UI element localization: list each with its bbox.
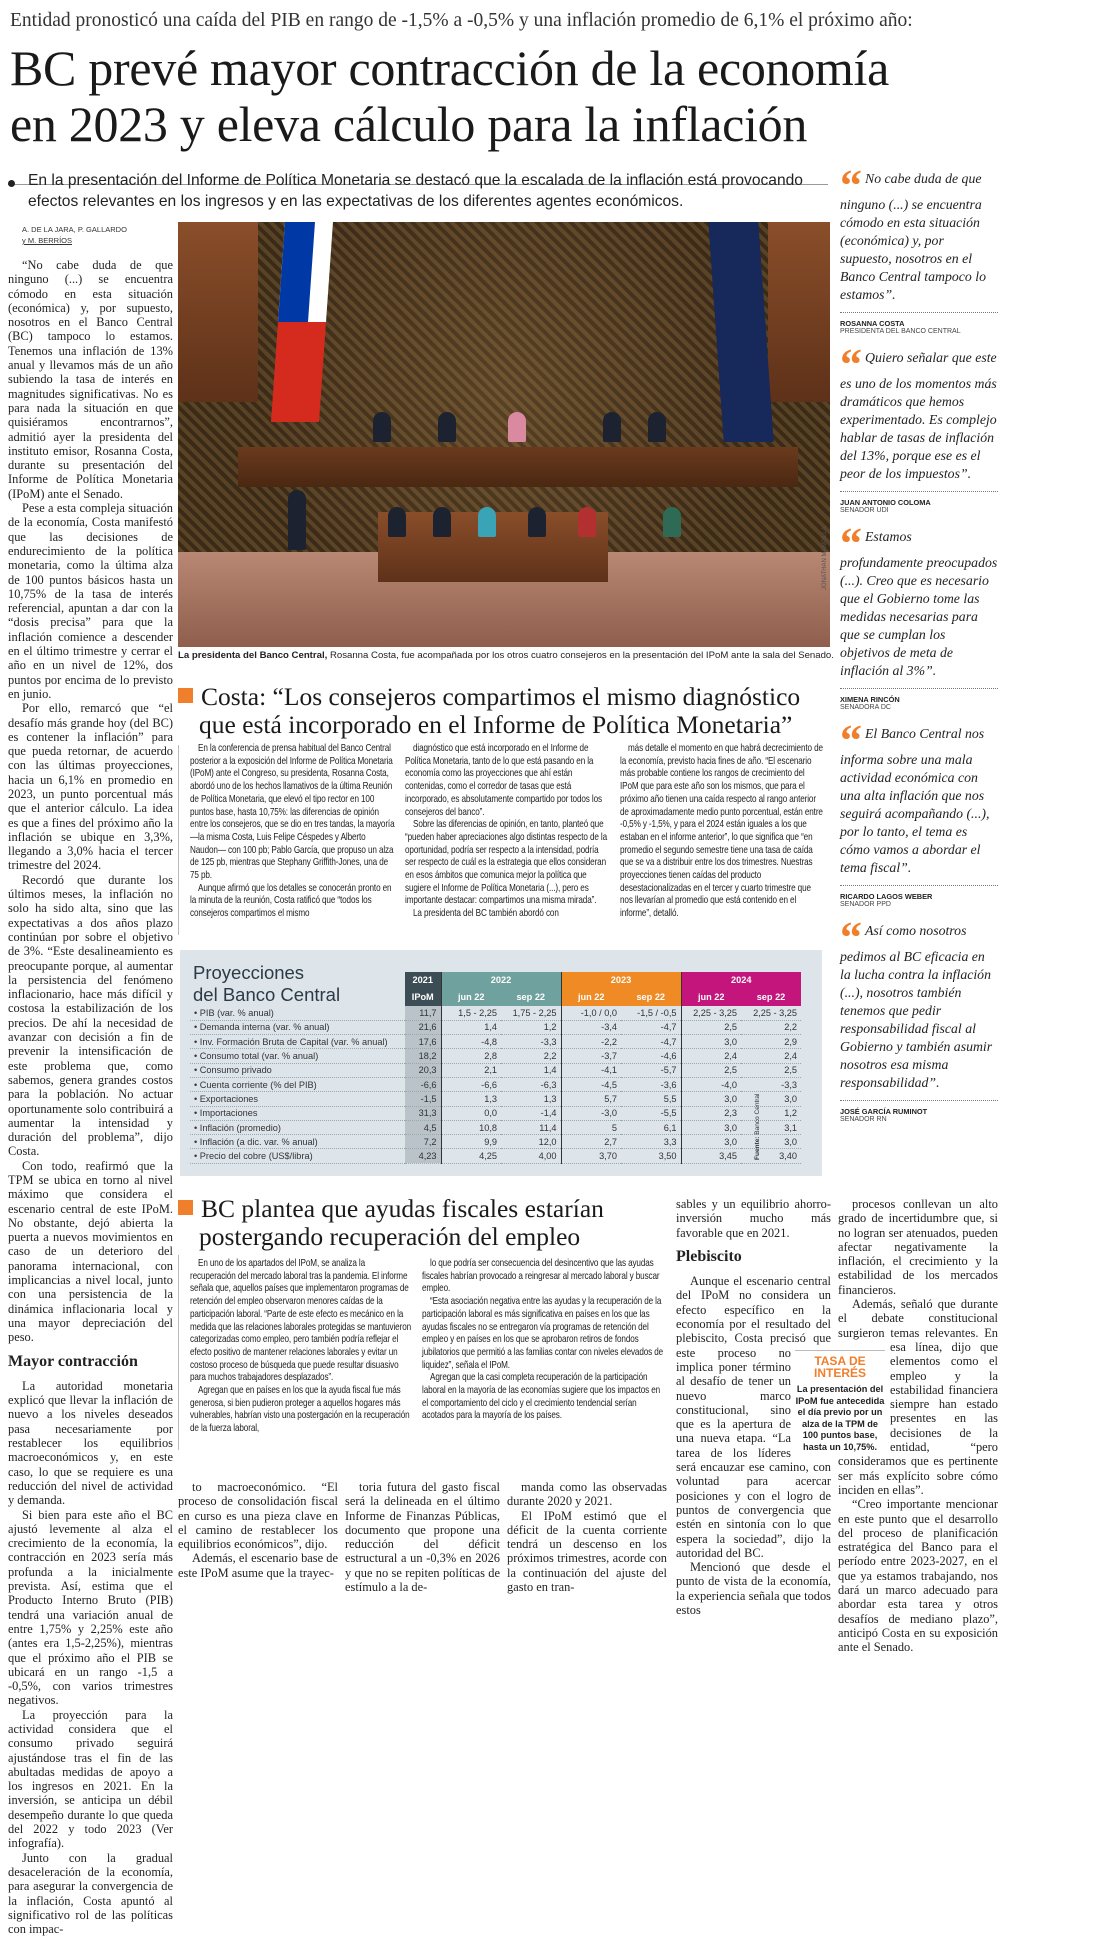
table-cell: 12,0: [501, 1135, 561, 1149]
byline-authors: y M. BERRÍOS: [22, 236, 73, 245]
table-cell: 3,45: [681, 1149, 741, 1163]
row-label-text: Consumo privado: [199, 1065, 272, 1076]
square-bullet-icon: [178, 688, 193, 703]
paragraph: Aunque afirmó que los detalles se conocerán pronto en la minuta de la reunión, Costa ratificó que “todos los consejeros compartimos el mismo: [190, 882, 392, 920]
table-cell: 3,0: [681, 1120, 741, 1134]
row-label: • Importaciones: [190, 1106, 405, 1120]
period-header: jun 22: [561, 988, 621, 1006]
box-body: La presentación del IPoM fue antecedida el día previo por un alza de la TPM de 100 puntos base, hasta un 10,75%.: [795, 1384, 885, 1452]
quote-author: JOSÉ GARCÍA RUMINOT: [840, 1107, 928, 1116]
table-cell: 11,4: [501, 1120, 561, 1134]
table-cell: 3,70: [561, 1149, 621, 1163]
table-cell: 2,1: [441, 1063, 501, 1077]
quote-mark-icon: “: [840, 161, 862, 210]
paragraph: Agregan que en países en los que la ayuda fiscal fue más generosa, si bien pudieron proteger a aquellos hogares más vulnerables, habrían visto una postergación en la recuperación de la fuerza laboral,: [190, 1385, 410, 1435]
paragraph: Aunque el escenario central del IPoM no considera un efecto específico en la economía por el resultado del plebiscito, Costa precisó que este proceso no implica poner término al desafío de tener un nuevo marco constitucional, sino que es la apertura de una nueva etapa. “La tarea de los líderes será encauzar ese camino, con voluntad para acercar posiciones y con el logro de puntos de convergencia que estén en sintonía con lo que espera la sociedad”, dijo la autoridad del BC.: [676, 1274, 831, 1560]
paragraph: Junto con la gradual desaceleración de la economía, para asegurar la convergencia de la inflación, Costa apuntó al significativo rol de las políticas con impac-: [8, 1850, 173, 1936]
table-cell: 1,2: [501, 1020, 561, 1034]
quote-text: [840, 161, 998, 304]
row-label-text: Exportaciones: [199, 1093, 259, 1104]
caption-text: Rosanna Costa, fue acompañada por los otros cuatro consejeros en la presentación del IPoM ante la sala del Senado.: [327, 650, 834, 661]
paragraph: La autoridad monetaria explicó que llevar la inflación de nuevo a los niveles deseados pasa necesariamente por restablecer los equilibrios macroeconómicos y, en este caso, lo que se requiere es una reducción del nivel de actividad y demanda.: [8, 1378, 173, 1508]
photo-caption: [178, 650, 838, 661]
table-cell: 2,4: [741, 1049, 801, 1063]
heading-line: Costa: “Los consejeros compartimos el mismo diagnóstico: [201, 682, 801, 711]
byline-authors: A. DE LA JARA, P. GALLARDO: [22, 225, 127, 234]
paragraph: to macroeconómico. “El proceso de consolidación fiscal en curso es una pieza clave en el camino de restablecer los equilibrios económicos”, dijo.: [178, 1480, 338, 1552]
period-header: IPoM: [405, 988, 441, 1006]
table-cell: -3,7: [561, 1049, 621, 1063]
chile-flag: [271, 222, 333, 422]
paragraph: Sobre las diferencias de opinión, en tanto, planteó que “pueden haber apreciaciones algo distintas respecto de la oportunidad, podría ser respecto a la intensidad, podría ser respecto de cuál es la estrategia que ellos consideran en esos ámbitos que comunica mejor la política que sugiere el Informe de Política Monetaria (...), pero es importante destacar: compartimos una misma mirada”.: [405, 819, 608, 907]
paragraph: procesos conllevan un alto grado de incertidumbre que, si no logran ser atenuados, pueden afectar negativamente la inflación, el crecimiento y la estabilidad de los mercados financieros.: [838, 1197, 998, 1297]
table-cell: 4,00: [501, 1149, 561, 1163]
paragraph: El IPoM estimó que el déficit de la cuenta corriente tendrá un descenso en los próximos trimestres, acorde con la continuación del ajuste del gasto en tran-: [507, 1508, 667, 1595]
source-name: Banco Central: [753, 1093, 761, 1135]
quote-body: No cabe duda de que ninguno (...) se encuentra cómodo en esta situación (económica) y, por supuesto, nosotros en el Banco Central tampoco lo estamos”.: [840, 171, 986, 302]
paragraph: más detalle el momento en que habrá decrecimiento de la economía, previsto hacia fines de año. “El escenario más probable contiene los rangos de crecimiento del IPoM que para este año son los mismos, que para el próximo año tienen una caída respecto al rango anterior de aproximadamente medio punto porcentual, están entre -0,5% y -1,5%, y para el 2024 están iguales a los que estaban en el informe anterior”, lo que significa que “en promedio el segundo semestre tiene una tasa de caída que se va a distribuir entre los dos trimestres. Nuestras proyecciones tienen caídas del producto desestacionalizadas en el tercer y cuarto trimestre que nos llevarían al promedio que está contenido en el informe”, detalló.: [620, 743, 823, 920]
table-title-line: del Banco Central: [193, 984, 341, 1005]
row-label: • Cuenta corriente (% del PIB): [190, 1077, 405, 1091]
section-heading-bc: [178, 1195, 678, 1251]
period-header: sep 22: [621, 988, 681, 1006]
paragraph: Mencionó que desde el punto de vista de la economía, la experiencia señala que todos estos: [676, 1560, 831, 1618]
table-cell: 6,1: [621, 1120, 681, 1134]
quote-text: [840, 340, 998, 483]
row-label: • Consumo total (var. % anual): [190, 1049, 405, 1063]
table-cell: 2,25 - 3,25: [741, 1006, 801, 1020]
quote-text: [840, 519, 998, 680]
table-cell: 1,2: [741, 1106, 801, 1120]
table-cell: 1,4: [441, 1020, 501, 1034]
subheading: Plebiscito: [676, 1247, 742, 1265]
kicker: Entidad pronosticó una caída del PIB en rango de -1,5% a -0,5% y una inflación promedio de 6,1% el próximo año:: [10, 10, 913, 31]
row-label-text: Inflación (a dic. var. % anual): [199, 1136, 318, 1147]
table-cell: -4,7: [621, 1020, 681, 1034]
table-cell: -1,5 / -0,5: [621, 1006, 681, 1020]
table-row: [190, 1049, 801, 1063]
left-column: [8, 258, 173, 1936]
table-cell: 4,23: [405, 1149, 441, 1163]
row-label-text: Inflación (promedio): [199, 1122, 281, 1133]
table-cell: -4,7: [621, 1035, 681, 1049]
row-label-text: Importaciones: [199, 1108, 258, 1119]
table-cell: -6,3: [501, 1077, 561, 1091]
table-cell: -4,8: [441, 1035, 501, 1049]
costa-column-1: [190, 743, 395, 921]
year-header: 2022: [441, 972, 561, 988]
paragraph: La presidenta del BC también abordó con: [413, 908, 559, 920]
table-cell: 3,0: [741, 1092, 801, 1106]
table-cell: 10,8: [441, 1120, 501, 1134]
table-cell: 21,6: [405, 1020, 441, 1034]
table-cell: 3,0: [681, 1092, 741, 1106]
quote: [840, 340, 998, 514]
photo-credit: JONATHAN MANCILLA: [822, 526, 828, 590]
year-header: 2023: [561, 972, 681, 988]
table-cell: -6,6: [441, 1077, 501, 1091]
table-cell: 9,9: [441, 1135, 501, 1149]
divider: [840, 688, 998, 689]
table-row: [190, 1035, 801, 1049]
table-cell: 31,3: [405, 1106, 441, 1120]
table-row: [190, 1135, 801, 1149]
table-cell: -4,1: [561, 1063, 621, 1077]
quote-body: Quiero señalar que este es uno de los momentos más dramáticos que hemos experimentado. Es complejo hablar de tasas de inflación del 13%, porque ese es el peor de los impuestos”.: [840, 350, 997, 481]
table-cell: 1,3: [441, 1092, 501, 1106]
quote-author-role: SENADOR UDI: [840, 507, 889, 514]
projections-infographic: [180, 950, 822, 1176]
paragraph: “Esta asociación negativa entre las ayudas y la recuperación de la participación laboral es más significativa en países en los que las ayudas fiscales no se entregaron vía programas de retención del empleo y en países en los que se aprobaron retiros de fondos jubilatorios que permitió a las familias contar con niveles elevados de liquidez”, señala el IPoM.: [422, 1296, 664, 1371]
period-header: jun 22: [441, 988, 501, 1006]
table-cell: 5: [561, 1120, 621, 1134]
section-heading-costa: [178, 683, 838, 739]
costa-column-3: [620, 743, 825, 921]
quote-text: [840, 716, 998, 877]
row-label-text: Precio del cobre (US$/libra): [199, 1151, 313, 1162]
quote-body: Estamos profundamente preocupados (...). Creo que es necesario que el Gobierno tome las medidas necesarias para que se cumplan los objetivos de meta de inflación al 3%”.: [840, 529, 998, 678]
period-header: jun 22: [681, 988, 741, 1006]
source-label: Fuente:: [753, 1136, 761, 1160]
row-label: • Precio del cobre (US$/libra): [190, 1149, 405, 1163]
table-cell: 2,5: [681, 1063, 741, 1077]
divider: [840, 1100, 998, 1101]
table-cell: -1,0 / 0,0: [561, 1006, 621, 1020]
row-label-text: Demanda interna (var. % anual): [199, 1022, 330, 1033]
heading-line: que está incorporado en el Informe de Política Monetaria”: [199, 710, 793, 739]
row-label: • PIB (var. % anual): [190, 1006, 405, 1020]
bullet-icon: [8, 180, 15, 187]
table-cell: 0,0: [441, 1106, 501, 1120]
table-cell: 3,0: [681, 1135, 741, 1149]
headline: [10, 40, 889, 152]
quote: [840, 161, 998, 335]
paragraph: “No cabe duda de que ninguno (...) se encuentra cómodo en esta situación (económica) y, por supuesto, nosotros en el Banco Central (BC) tampoco lo estamos. Tenemos una inflación de 13% anual y llevamos más de un año subiendo la tasa de interés en magnitudes significativas. No es para nada la situación en que quisiéramos encontrarnos”, admitió ayer la presidenta del instituto emisor, Rosanna Costa, durante su presentación del Informe de Política Monetaria (IPoM) ante el Senado.: [8, 258, 173, 501]
table-cell: 2,25 - 3,25: [681, 1006, 741, 1020]
period-header: sep 22: [501, 988, 561, 1006]
table-cell: 2,3: [681, 1106, 741, 1120]
table-row: [190, 1077, 801, 1091]
table-cell: 3,40: [741, 1149, 801, 1163]
quote-author-role: SENADORA DC: [840, 704, 891, 711]
table-cell: 5,7: [561, 1092, 621, 1106]
paragraph: sables y un equilibrio ahorro-inversión mucho más favorable que en 2021.: [676, 1197, 831, 1240]
table-cell: -6,6: [405, 1077, 441, 1091]
table-cell: 1,3: [501, 1092, 561, 1106]
table-cell: 5,5: [621, 1092, 681, 1106]
paragraph: Además, el escenario base de este IPoM asume que la trayec-: [178, 1551, 338, 1580]
bottom-column-2: [345, 1480, 500, 1594]
paragraph: Además, señaló que durante el debate constitucional surgieron temas relevantes. En esa línea, dijo que elementos como el empleo y la estabilidad financiera siempre han estado presentes en las decisiones de la entidad, “pero consideramos que es pertinente ser más explícito sobre cómo inciden en ellas”.: [838, 1297, 998, 1497]
row-label: • Inv. Formación Bruta de Capital (var. % anual): [190, 1035, 405, 1049]
quote-body: El Banco Central nos informa sobre una mala actividad económica con una alta inflación que nos seguirá acompañando (...), por lo tanto, el tema es cómo vamos a abordar el tema fiscal”.: [840, 726, 990, 875]
table-cell: 4,25: [441, 1149, 501, 1163]
table-cell: -2,2: [561, 1035, 621, 1049]
table-row: [190, 1063, 801, 1077]
table-cell: 2,2: [501, 1049, 561, 1063]
paragraph: lo que podría ser consecuencia del desincentivo que las ayudas fiscales habrían provocado a reingresar al mercado laboral y buscar empleo.: [422, 1258, 660, 1295]
bc-column-2: [422, 1258, 666, 1423]
table-row: [190, 1120, 801, 1134]
quote-author: JUAN ANTONIO COLOMA: [840, 498, 931, 507]
square-bullet-icon: [178, 1200, 193, 1215]
row-label-text: PIB (var. % anual): [199, 1007, 274, 1018]
divider: [178, 745, 179, 935]
paragraph: En la conferencia de prensa habitual del Banco Central posterior a la exposición del Informe de Política Monetaria (IPoM) ante el Congreso, su presidenta, Rosanna Costa, abordó uno de los hechos llamativos de la última Reunión de Política Monetaria, que elevó el tipo rector en 100 puntos base, hasta 10,75%: las diferencias de opinión entre los consejeros, que se dio en tres tandas, la mayoría —la misma Costa, Luis Felipe Céspedes y Alberto Naudon— con 100 pb; Pablo García, que propuso un alza de 125 pb, mientras que Stephany Griffith-Jones, una de 75 pb.: [190, 743, 395, 882]
quote-mark-icon: “: [840, 340, 862, 389]
quote: [840, 716, 998, 908]
paragraph: Recordó que durante los últimos meses, la inflación no solo ha sido alta, sino que las expectativas a dos años plazo continúan por sobre el objetivo de 3%. “Este desalineamiento es preocupante porque, al aumentar la persistencia del fenómeno inflacionario, hace más difícil y costosa la estabilización de los precios. De ahí la necesidad de avanzar con decisión a fin de prevenir la intensificación de este problema que, como sabemos, genera grandes costos para la población. No actuar oportunamente solo contribuirá a aumentar la intensidad y duración del problema”, dijo Costa.: [8, 872, 173, 1159]
table-cell: 2,8: [441, 1049, 501, 1063]
quote-author: RICARDO LAGOS WEBER: [840, 892, 933, 901]
quote-mark-icon: “: [840, 716, 862, 765]
quote: [840, 913, 998, 1123]
table-cell: -4,5: [561, 1077, 621, 1091]
table-cell: 3,0: [681, 1035, 741, 1049]
costa-column-2: [405, 743, 610, 921]
table-row: [190, 1149, 801, 1163]
paragraph: Agregan que la casi completa recuperación de la participación laboral en la mayoría de las economías sugiere que los impactos en el comportamiento del ciclo y el crecimiento tendencial serían acotados para la mayoría de los países.: [422, 1372, 661, 1422]
heading-line: postergando recuperación del empleo: [199, 1222, 581, 1251]
table-cell: -4,0: [681, 1077, 741, 1091]
row-label: • Inflación (promedio): [190, 1120, 405, 1134]
row-label: • Demanda interna (var. % anual): [190, 1020, 405, 1034]
table-row: [190, 1006, 801, 1020]
table-cell: -5,7: [621, 1063, 681, 1077]
institutional-flag: [708, 222, 773, 442]
source-note: [754, 1094, 761, 1161]
table-cell: -5,5: [621, 1106, 681, 1120]
paragraph: diagnóstico que está incorporado en el Informe de Política Monetaria, tanto de lo que está pasando en la economía como las proyecciones que ahí están contenidas, como el corredor de tasas que está incorporado, es absolutamente compartido por todos los consejeros del banco”.: [405, 743, 602, 818]
senate-photo: [178, 222, 830, 647]
table-cell: 3,50: [621, 1149, 681, 1163]
table-cell: -3,6: [621, 1077, 681, 1091]
table-cell: 4,5: [405, 1120, 441, 1134]
table-cell: 3,0: [741, 1135, 801, 1149]
dek: En la presentación del Informe de Política Monetaria se destacó que la escalada de la inflación está provocando efectos relevantes en los ingresos y en las expectativas de los diferentes agentes económicos.: [28, 172, 803, 210]
table-row: [190, 1092, 801, 1106]
year-header: 2021: [405, 972, 441, 988]
quote-author-role: PRESIDENTA DEL BANCO CENTRAL: [840, 328, 961, 335]
table-cell: 1,5 - 2,25: [441, 1006, 501, 1020]
quote-body: Así como nosotros pedimos al BC eficacia en la lucha contra la inflación (...), nosotros también tenemos que pedir responsabilidad fiscal al Gobierno y también asumir nosotros esa misma responsabilidad”.: [840, 923, 993, 1090]
divider: [840, 885, 998, 886]
table-row: [190, 1106, 801, 1120]
quote-author-role: SENADOR RN: [840, 1116, 887, 1123]
paragraph: Por ello, remarcó que “el desafío más grande hoy (del BC) es contener la inflación” para que pueda retornar, de acuerdo con las últimas proyecciones, hacia un 6,1% en promedio en 2023, un punto porcentual más que el anterior cálculo. La idea es que a fines del próximo año la inflación se ubique en 3,3%, llegando a 3,0% hacia el tercer trimestre del 2024.: [8, 701, 173, 873]
row-label: • Exportaciones: [190, 1092, 405, 1106]
quote-author-role: SENADOR PPD: [840, 901, 891, 908]
divider: [840, 312, 998, 313]
divider: [178, 1255, 179, 1450]
table-cell: 1,4: [501, 1063, 561, 1077]
table-cell: 3,1: [741, 1120, 801, 1134]
table-cell: 2,7: [561, 1135, 621, 1149]
table-cell: 11,7: [405, 1006, 441, 1020]
row-label-text: Consumo total (var. % anual): [199, 1051, 319, 1062]
divider: [840, 491, 998, 492]
quote-author: XIMENA RINCÓN: [840, 695, 900, 704]
table-cell: 17,6: [405, 1035, 441, 1049]
heading-line: BC plantea que ayudas fiscales estarían: [201, 1194, 604, 1223]
table-cell: -4,6: [621, 1049, 681, 1063]
quote: [840, 519, 998, 711]
paragraph: La proyección para la actividad considera que el consumo privado seguirá ajustándose tras el fin de las abultadas medidas de apoyo a los ingresos en 2021. En la inversión, se anticipa un débil desempeño durante lo que queda del 2022 y todo 2023 (Ver infografía).: [8, 1707, 173, 1851]
bc-column-1: [190, 1258, 412, 1436]
row-label: • Consumo privado: [190, 1063, 405, 1077]
period-header: sep 22: [741, 988, 801, 1006]
table-cell: -3,0: [561, 1106, 621, 1120]
byline: [22, 224, 127, 246]
table-cell: 20,3: [405, 1063, 441, 1077]
paragraph: Si bien para este año el BC ajustó levemente al alza el crecimiento de la economía, la contracción en 2023 sería más profunda a la inicialmente prevista. Así, estima que el Producto Interno Bruto (PIB) tendrá una variación anual de entre 1,75% y 2,25% este año (antes era 1,5-2,25%), mientras que el próximo año el PIB se ubicará en un rango -1,5 a -0,5%, con varios trimestres negativos.: [8, 1507, 173, 1708]
table-cell: 2,5: [741, 1063, 801, 1077]
table-cell: 2,4: [681, 1049, 741, 1063]
paragraph: Pese a esta compleja situación de la economía, Costa manifestó que las decisiones de endurecimiento de la política monetaria, como la última alza de 100 puntos básicos hasta un 10,75% de la tasa de interés referencial, apuntan a dar con la “dosis precisa” para que la inflación comience a descender en el último trimestre y cerrar el año en un nivel de 12%, dos puntos por encima de lo previsto en junio.: [8, 501, 173, 701]
table-cell: 18,2: [405, 1049, 441, 1063]
table-cell: 1,75 - 2,25: [501, 1006, 561, 1020]
paragraph: En uno de los apartados del IPoM, se analiza la recuperación del mercado laboral tras la pandemia. El informe señala que, aquellos países que implementaron programas de retención del empleo observaron menores caídas de la participación laboral. “Parte de este efecto es mecánico en la medida que las relaciones laborales protegidas se mantuvieron categorizadas como empleo, pero también podría reflejar el efecto positivo de mantener relaciones laborales y evitar un costoso proceso de búsqueda que puede resultar disuasivo para muchos trabajadores desplazados”.: [190, 1258, 412, 1384]
quote-mark-icon: “: [840, 913, 862, 962]
table-cell: -3,3: [501, 1035, 561, 1049]
table-cell: -1,4: [501, 1106, 561, 1120]
table-cell: -3,4: [561, 1020, 621, 1034]
headline-line: en 2023 y eleva cálculo para la inflación: [10, 96, 808, 152]
bottom-column-1: [178, 1480, 338, 1580]
subheading: Mayor contracción: [8, 1352, 138, 1370]
table-cell: -3,3: [741, 1077, 801, 1091]
row-label: • Inflación (a dic. var. % anual): [190, 1135, 405, 1149]
paragraph: manda como las observadas durante 2020 y 2021.: [507, 1480, 667, 1509]
paragraph: “Creo importante mencionar en este punto que el desarrollo del proceso de planificación estratégica del Banco para el período entre 2023-2027, en el que ya estamos trabajando, nos dará un marco adecuado para abordar esta tarea y otros desafíos de mediano plazo”, anticipó Costa en su exposición ante el Senado.: [838, 1497, 998, 1655]
paragraph: Con todo, reafirmó que la TPM se ubica en torno al nivel máximo que considera el escenario central de este IPoM. No obstante, dejó abierta la puerta a nuevos movimientos en caso de un deterioro del panorama internacional, con implicancias a nivel local, junto con una persistencia de la dinámica inflacionaria local y una mayor depreciación del peso.: [8, 1158, 173, 1345]
row-label-text: Cuenta corriente (% del PIB): [199, 1079, 317, 1090]
table-cell: 2,5: [681, 1020, 741, 1034]
caption-bold: La presidenta del Banco Central,: [178, 650, 328, 661]
table-cell: 3,3: [621, 1135, 681, 1149]
row-label-text: Inv. Formación Bruta de Capital (var. % anual): [199, 1036, 388, 1047]
bottom-column-3: [507, 1480, 667, 1594]
quotes-sidebar: [840, 161, 998, 1137]
quote-author: ROSANNA COSTA: [840, 319, 905, 328]
table-title-line: Proyecciones: [193, 962, 305, 983]
box-title: TASA DE INTERÉS: [813, 1354, 866, 1380]
table-cell: 2,9: [741, 1035, 801, 1049]
projections-table: [190, 972, 801, 1164]
table-cell: 7,2: [405, 1135, 441, 1149]
quote-mark-icon: “: [840, 519, 862, 568]
headline-line: BC prevé mayor contracción de la economía: [10, 40, 890, 96]
paragraph: toria futura del gasto fiscal será la delineada en el último Informe de Finanzas Públicas, documento que propone una reducción del déficit estructural a un -0,3% en 2026 y que no se repiten políticas de estímulo a la de-: [345, 1480, 500, 1595]
quote-text: [840, 913, 998, 1092]
table-cell: 2,2: [741, 1020, 801, 1034]
table-row: [190, 1020, 801, 1034]
table-cell: -1,5: [405, 1092, 441, 1106]
year-header: 2024: [681, 972, 801, 988]
interest-rate-box: [795, 1350, 885, 1452]
